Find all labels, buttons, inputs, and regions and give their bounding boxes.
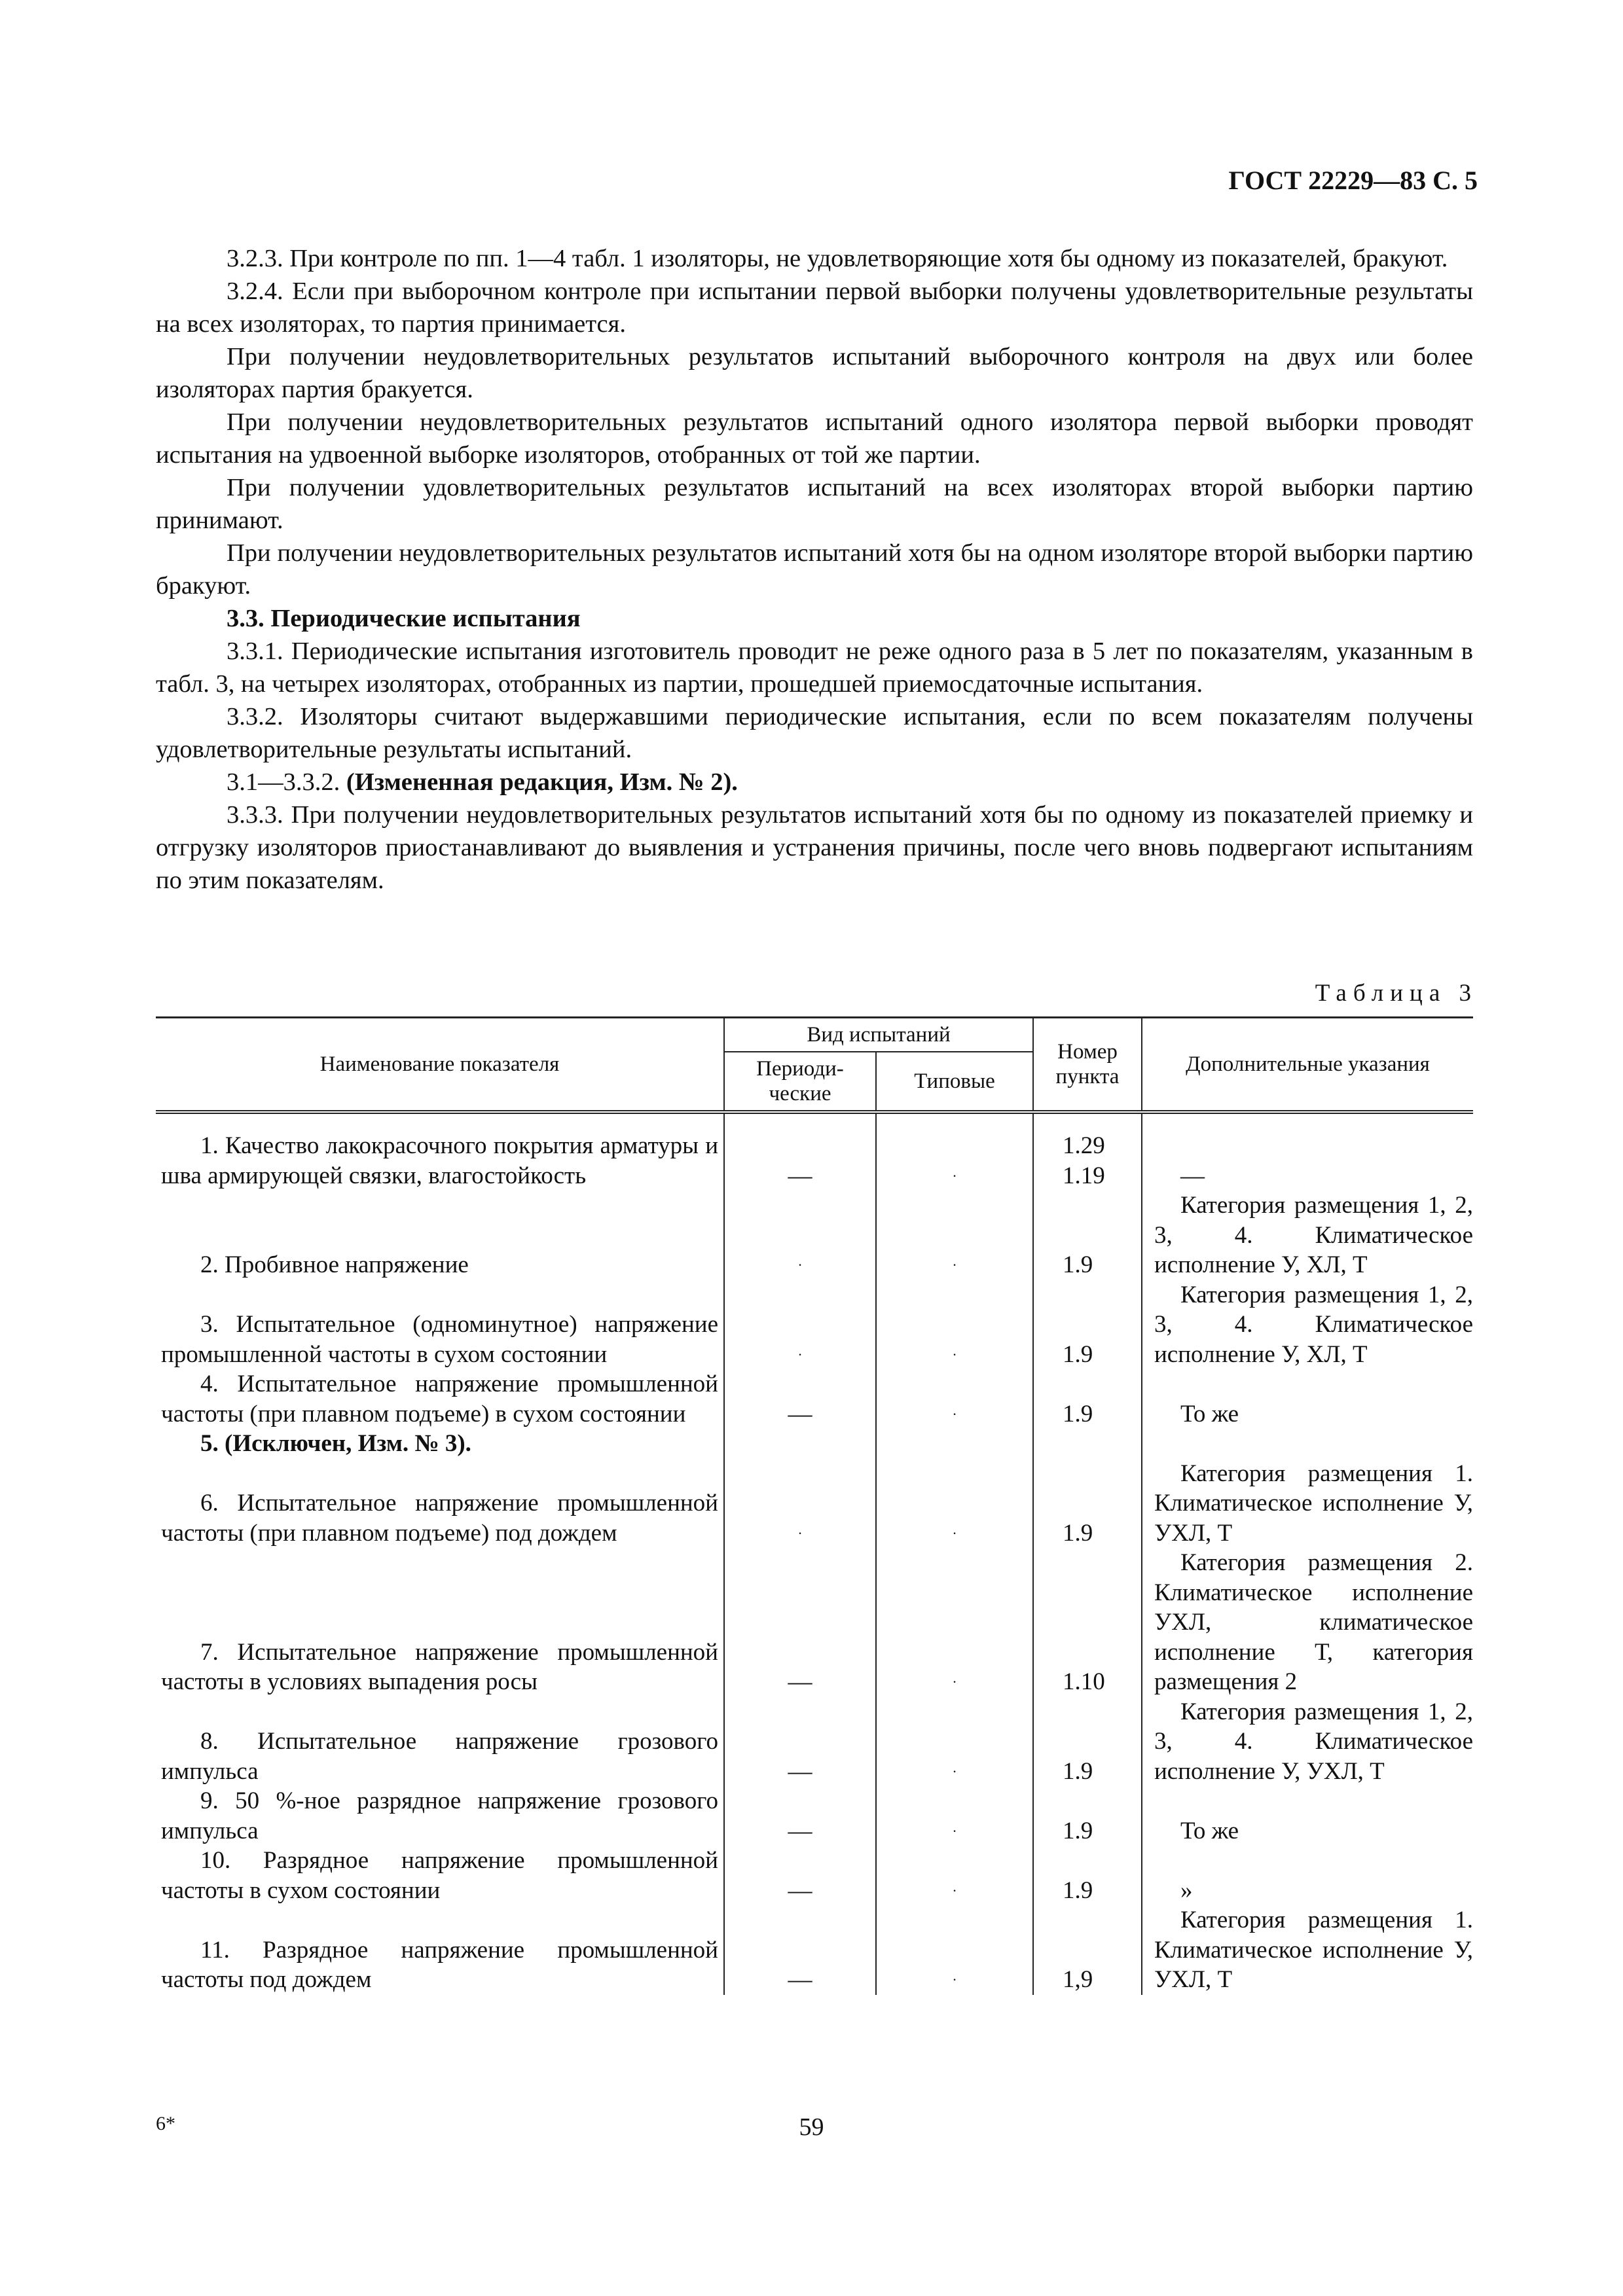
cell-clause-number	[1033, 1429, 1142, 1459]
table-row	[156, 1548, 1473, 1697]
table-row	[156, 1459, 1473, 1549]
table-row	[156, 1905, 1473, 1995]
cell-indicator-name	[156, 1905, 724, 1995]
cell-type-test-text: ·	[952, 1971, 957, 1988]
cell-type-test	[876, 1697, 1033, 1787]
cell-periodic	[724, 1429, 876, 1459]
cell-periodic-text: —	[788, 1757, 812, 1785]
cell-clause-number	[1033, 1697, 1142, 1787]
cell-clause-number-text: 1.9	[1063, 1400, 1093, 1427]
cell-type-test	[876, 1905, 1033, 1995]
indicator-name-text: 9. 50 %-ное разрядное напряжение грозового импульса	[161, 1787, 718, 1844]
table-row	[156, 1112, 1473, 1191]
note-text: Категория размещения 2. Климатическое исполнение УХЛ, климатическое исполнение Т, категория размещения 2	[1154, 1549, 1473, 1695]
cell-clause-number	[1033, 1846, 1142, 1905]
cell-type-test-text: ·	[952, 1674, 957, 1690]
cell-type-test-text: ·	[952, 1524, 957, 1541]
paragraph: При получении неудовлетворительных результатов испытаний одного изолятора первой выборки проводят испытания на удвоенной выборке изоляторов, отобранных от той же партии.	[156, 408, 1473, 469]
cell-periodic	[724, 1548, 876, 1697]
cell-clause-number-text: 1,9	[1063, 1966, 1093, 1993]
header-clause: Номер пункта	[1033, 1018, 1142, 1113]
cell-clause-number-text: 1.9	[1063, 1519, 1093, 1547]
cell-indicator-name	[156, 1548, 724, 1697]
cell-type-test	[876, 1548, 1033, 1697]
cell-clause-number-text: 1.9	[1063, 1876, 1093, 1904]
section-heading-3-3: 3.3. Периодические испытания	[227, 605, 581, 632]
page-number: 59	[799, 2113, 824, 2141]
cell-periodic	[724, 1459, 876, 1549]
cell-periodic	[724, 1905, 876, 1995]
cell-indicator-name	[156, 1369, 724, 1429]
indicator-name-text: 2. Пробивное напряжение	[200, 1251, 469, 1278]
cell-type-test	[876, 1786, 1033, 1846]
cell-type-test	[876, 1369, 1033, 1429]
paragraph: При получении неудовлетворительных результатов испытаний выборочного контроля на двух или более изоляторах партия бракуется.	[156, 343, 1473, 403]
note-text: —	[1180, 1162, 1205, 1189]
footer-mark: 6*	[156, 2113, 175, 2134]
table-row	[156, 1429, 1473, 1459]
indicator-name-text: 3. Испытательное (одноминутное) напряжение промышленной частоты в сухом состоянии	[161, 1311, 718, 1368]
cell-clause-number	[1033, 1112, 1142, 1191]
table-row	[156, 1280, 1473, 1370]
table-row	[156, 1369, 1473, 1429]
cell-additional-notes	[1142, 1905, 1473, 1995]
cell-clause-number-text: 1.9	[1063, 1340, 1093, 1368]
cell-periodic	[724, 1369, 876, 1429]
note-text: То же	[1180, 1817, 1239, 1844]
cell-additional-notes	[1142, 1548, 1473, 1697]
cell-indicator-name	[156, 1280, 724, 1370]
cell-clause-number-text: 1.9	[1063, 1251, 1093, 1278]
cell-periodic-text: —	[788, 1876, 812, 1904]
indicator-name-text: 11. Разрядное напряжение промышленной частоты под дождем	[161, 1936, 718, 1993]
header-name: Наименование показателя	[156, 1018, 724, 1113]
document-header: ГОСТ 22229—83 С. 5	[1228, 166, 1478, 195]
amendment-note	[156, 766, 1473, 798]
cell-clause-number-text: 1.9	[1063, 1817, 1093, 1844]
cell-additional-notes	[1142, 1112, 1473, 1191]
cell-clause-number	[1033, 1280, 1142, 1370]
table-3	[156, 1016, 1473, 1995]
cell-clause-number	[1033, 1905, 1142, 1995]
header-type-tests: Типовые	[876, 1052, 1033, 1112]
cell-type-test	[876, 1280, 1033, 1370]
cell-type-test	[876, 1112, 1033, 1191]
cell-periodic-text: —	[788, 1966, 812, 1993]
note-text: Категория размещения 1, 2, 3, 4. Климатическое исполнение У, ХЛ, Т	[1154, 1192, 1473, 1278]
cell-additional-notes	[1142, 1280, 1473, 1370]
cell-clause-number	[1033, 1786, 1142, 1846]
note-text: Категория размещения 1, 2, 3, 4. Климатическое исполнение У, ХЛ, Т	[1154, 1281, 1473, 1368]
cell-periodic	[724, 1846, 876, 1905]
note-text: То же	[1180, 1400, 1239, 1427]
paragraph: При получении удовлетворительных результатов испытаний на всех изоляторах второй выборки партию принимают.	[156, 474, 1473, 534]
cell-periodic-text: ·	[797, 1257, 803, 1273]
paragraph-3-3-1: 3.3.1. Периодические испытания изготовитель проводит не реже одного раза в 5 лет по показателям, указанным в табл. 3, на четырех изоляторах, отобранных из партии, прошедшей приемосдаточные испытания.	[156, 637, 1473, 698]
cell-additional-notes	[1142, 1697, 1473, 1787]
header-test-type: Вид испытаний	[724, 1018, 1033, 1052]
amendment-text: (Измененная редакция, Изм. № 2).	[346, 768, 738, 796]
paragraph-3-2-4: 3.2.4. Если при выборочном контроле при испытании первой выборки получены удовлетворительные результаты на всех изоляторах, то партия принимается.	[156, 278, 1473, 338]
amendment-prefix: 3.1—3.3.2.	[227, 768, 346, 796]
cell-indicator-name	[156, 1846, 724, 1905]
paragraph-3-2-3: 3.2.3. При контроле по пп. 1—4 табл. 1 изоляторы, не удовлетворяющие хотя бы одному из показателей, бракуют.	[227, 245, 1448, 272]
cell-periodic	[724, 1697, 876, 1787]
cell-type-test-text: ·	[952, 1405, 957, 1422]
note-text: Категория размещения 1. Климатическое исполнение У, УХЛ, Т	[1154, 1907, 1473, 1993]
cell-type-test-text: ·	[952, 1167, 957, 1184]
cell-type-test-text: ·	[952, 1257, 957, 1273]
indicator-name-text: 7. Испытательное напряжение промышленной частоты в условиях выпадения росы	[161, 1638, 718, 1695]
paragraph-3-3-3: 3.3.3. При получении неудовлетворительных результатов испытаний хотя бы по одному из показателей приемку и отгрузку изоляторов приостанавливают до выявления и устранения причины, после чего вновь подвергают испытаниям по этим показателям.	[156, 801, 1473, 894]
header-periodic: Периоди-ческие	[724, 1052, 876, 1112]
cell-periodic	[724, 1191, 876, 1280]
cell-clause-number	[1033, 1548, 1142, 1697]
cell-type-test-text: ·	[952, 1346, 957, 1363]
cell-clause-number	[1033, 1191, 1142, 1280]
cell-indicator-name	[156, 1191, 724, 1280]
table-row	[156, 1846, 1473, 1905]
cell-periodic	[724, 1786, 876, 1846]
cell-clause-number	[1033, 1369, 1142, 1429]
cell-periodic	[724, 1112, 876, 1191]
cell-periodic-text: —	[788, 1400, 812, 1427]
cell-type-test-text: ·	[952, 1822, 957, 1839]
table-caption: Таблица 3	[1315, 980, 1478, 1007]
cell-periodic-text: —	[788, 1162, 812, 1189]
note-text: »	[1180, 1876, 1193, 1904]
cell-periodic	[724, 1280, 876, 1370]
paragraph-3-3-2: 3.3.2. Изоляторы считают выдержавшими периодические испытания, если по всем показателям получены удовлетворительные результаты испытаний.	[156, 703, 1473, 763]
cell-type-test-text: ·	[952, 1882, 957, 1899]
header-notes: Дополнительные указания	[1142, 1018, 1473, 1113]
cell-additional-notes	[1142, 1191, 1473, 1280]
indicator-name-text: 6. Испытательное напряжение промышленной частоты (при плавном подъеме) под дождем	[161, 1490, 718, 1547]
cell-clause-number-text: 1.9	[1063, 1757, 1093, 1785]
cell-indicator-name	[156, 1786, 724, 1846]
cell-indicator-name	[156, 1112, 724, 1191]
table-row	[156, 1697, 1473, 1787]
table-row	[156, 1786, 1473, 1846]
cell-indicator-name	[156, 1459, 724, 1549]
indicator-name-text: 4. Испытательное напряжение промышленной частоты (при плавном подъеме) в сухом состоянии	[161, 1371, 718, 1427]
cell-periodic-text: —	[788, 1817, 812, 1844]
cell-additional-notes	[1142, 1786, 1473, 1846]
cell-clause-number-text: 1.10	[1063, 1668, 1105, 1695]
cell-clause-number-text: 1.29 1.19	[1063, 1132, 1105, 1189]
cell-type-test	[876, 1846, 1033, 1905]
note-text: Категория размещения 1. Климатическое исполнение У, УХЛ, Т	[1154, 1460, 1473, 1547]
cell-indicator-name	[156, 1429, 724, 1459]
cell-type-test	[876, 1429, 1033, 1459]
cell-periodic-text: ·	[797, 1346, 803, 1363]
cell-additional-notes	[1142, 1459, 1473, 1549]
cell-indicator-name	[156, 1697, 724, 1787]
indicator-name-text: 5. (Исключен, Изм. № 3).	[200, 1430, 471, 1457]
cell-clause-number	[1033, 1459, 1142, 1549]
cell-additional-notes	[1142, 1369, 1473, 1429]
cell-type-test-text: ·	[952, 1763, 957, 1780]
note-text: Категория размещения 1, 2, 3, 4. Климатическое исполнение У, УХЛ, Т	[1154, 1698, 1473, 1785]
cell-type-test	[876, 1459, 1033, 1549]
indicator-name-text: 1. Качество лакокрасочного покрытия арматуры и шва армирующей связки, влагостойкость	[161, 1132, 718, 1189]
paragraph: При получении неудовлетворительных результатов испытаний хотя бы на одном изоляторе второй выборки партию бракуют.	[156, 539, 1473, 600]
cell-additional-notes	[1142, 1846, 1473, 1905]
cell-periodic-text: —	[788, 1668, 812, 1695]
cell-periodic-text: ·	[797, 1524, 803, 1541]
body-text	[156, 242, 1473, 897]
indicator-name-text: 8. Испытательное напряжение грозового импульса	[161, 1728, 718, 1785]
table-row	[156, 1191, 1473, 1280]
indicator-name-text: 10. Разрядное напряжение промышленной частоты в сухом состоянии	[161, 1847, 718, 1904]
cell-additional-notes	[1142, 1429, 1473, 1459]
cell-type-test	[876, 1191, 1033, 1280]
